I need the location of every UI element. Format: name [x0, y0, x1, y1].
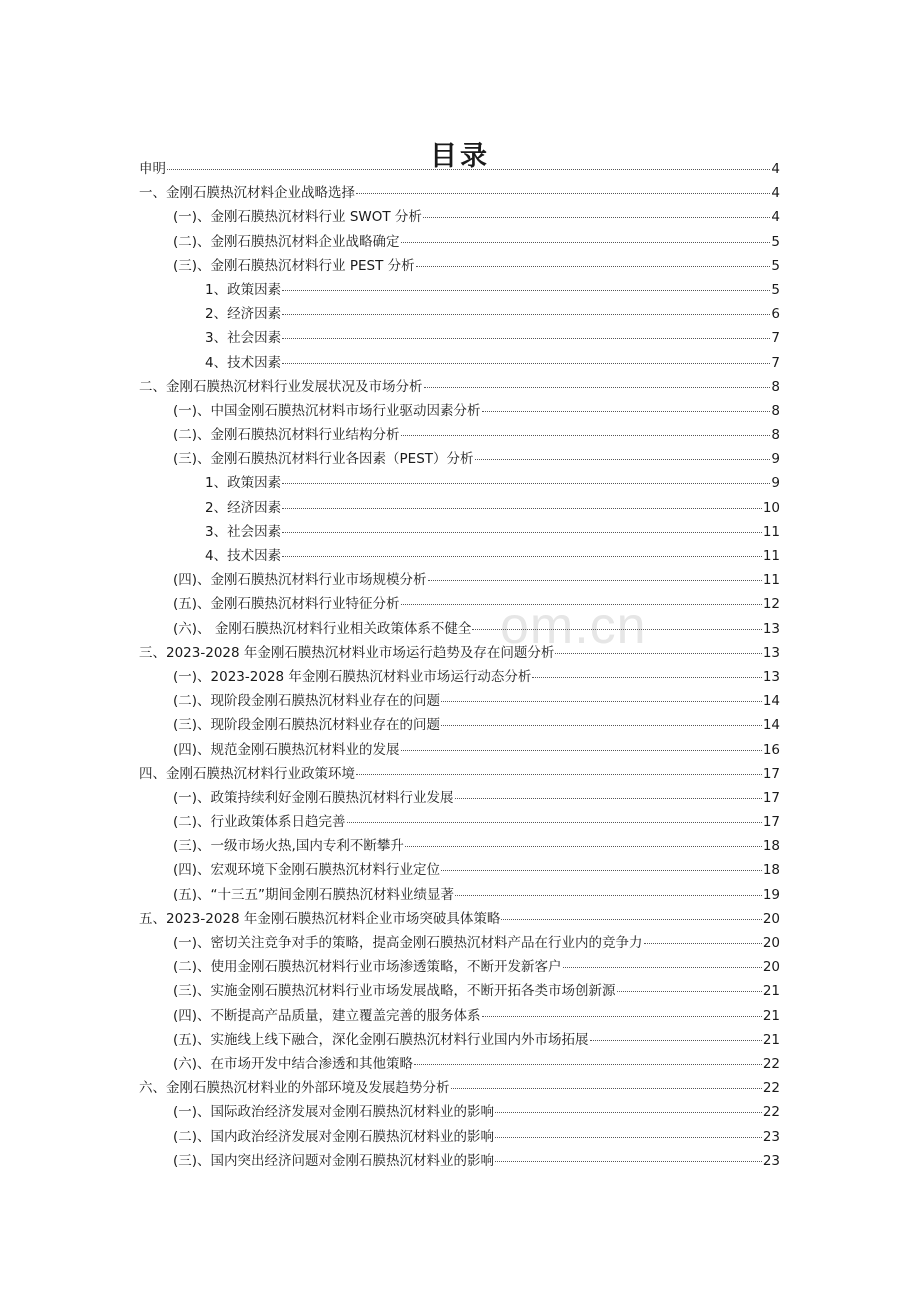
toc-entry[interactable] — [139, 302, 780, 326]
toc-entry[interactable] — [139, 496, 780, 520]
toc-entry-title: (三)、现阶段金刚石膜热沉材料业存在的问题 — [173, 717, 441, 734]
toc-page-number: 6 — [771, 306, 780, 323]
toc-entry[interactable] — [139, 157, 780, 181]
toc-dot-leader — [282, 314, 770, 315]
watermark-text: om.cn — [500, 597, 647, 655]
toc-entry[interactable] — [139, 786, 780, 810]
toc-dot-leader — [617, 991, 762, 992]
toc-page-number: 4 — [771, 209, 780, 226]
toc-entry-title: (二)、现阶段金刚石膜热沉材料业存在的问题 — [173, 693, 441, 710]
toc-dot-leader — [455, 895, 762, 896]
toc-page-number: 5 — [771, 281, 780, 298]
toc-dot-leader — [475, 459, 771, 460]
toc-entry-title: 3、社会因素 — [205, 523, 282, 540]
toc-dot-leader — [356, 193, 770, 194]
toc-dot-leader — [347, 822, 762, 823]
toc-entry[interactable] — [139, 738, 780, 762]
toc-entry-title: (一)、政策持续利好金刚石膜热沉材料行业发展 — [173, 789, 454, 806]
toc-entry[interactable] — [139, 278, 780, 302]
toc-entry-title: (三)、实施金刚石膜热沉材料行业市场发展战略，不断开拓各类市场创新源 — [173, 983, 616, 1000]
toc-entry-title: 二、金刚石膜热沉材料行业发展状况及市场分析 — [139, 378, 423, 395]
toc-dot-leader — [401, 242, 771, 243]
toc-page-number: 18 — [762, 838, 780, 855]
toc-dot-leader — [405, 846, 762, 847]
toc-entry-title: (一)、金刚石膜热沉材料行业 SWOT 分析 — [173, 209, 422, 226]
toc-entry-title: (二)、金刚石膜热沉材料行业结构分析 — [173, 427, 400, 444]
toc-entry[interactable] — [139, 399, 780, 423]
toc-entry[interactable] — [139, 568, 780, 592]
toc-page-number: 7 — [771, 354, 780, 371]
toc-entry[interactable] — [139, 447, 780, 471]
toc-page-number: 13 — [762, 620, 780, 637]
toc-entry[interactable] — [139, 544, 780, 568]
toc-page-number: 18 — [762, 862, 780, 879]
toc-page-number: 13 — [762, 644, 780, 661]
page-title: 目录 — [430, 141, 490, 173]
toc-entry-title: (三)、金刚石膜热沉材料行业各因素（PEST）分析 — [173, 451, 474, 468]
toc-dot-leader — [424, 387, 771, 388]
toc-page-number: 5 — [771, 257, 780, 274]
toc-entry-title: 3、社会因素 — [205, 330, 282, 347]
toc-page-number: 5 — [771, 233, 780, 250]
toc-entry-title: (四)、金刚石膜热沉材料行业市场规模分析 — [173, 572, 427, 589]
toc-entry[interactable] — [139, 713, 780, 737]
toc-entry-title: 三、2023-2028 年金刚石膜热沉材料业市场运行趋势及存在问题分析 — [139, 644, 555, 661]
toc-dot-leader — [282, 338, 770, 339]
toc-entry-title: (四)、宏观环境下金刚石膜热沉材料行业定位 — [173, 862, 441, 879]
toc-entry[interactable] — [139, 592, 780, 616]
toc-dot-leader — [356, 774, 762, 775]
toc-entry-title: (一)、中国金刚石膜热沉材料市场行业驱动因素分析 — [173, 402, 481, 419]
toc-entry-title: 一、金刚石膜热沉材料企业战略选择 — [139, 185, 355, 202]
toc-page-number: 8 — [771, 378, 780, 395]
toc-entry[interactable] — [139, 254, 780, 278]
toc-entry[interactable] — [139, 181, 780, 205]
toc-page-number: 14 — [762, 693, 780, 710]
toc-dot-leader — [401, 435, 771, 436]
toc-entry[interactable] — [139, 665, 780, 689]
toc-page-number: 10 — [762, 499, 780, 516]
toc-entry[interactable] — [139, 1052, 780, 1076]
toc-dot-leader — [451, 1088, 762, 1089]
toc-entry-title: (一)、2023-2028 年金刚石膜热沉材料业市场运行动态分析 — [173, 668, 532, 685]
toc-page-number: 4 — [771, 185, 780, 202]
toc-page-number: 17 — [762, 789, 780, 806]
toc-entry-title: (二)、金刚石膜热沉材料企业战略确定 — [173, 233, 400, 250]
toc-page-number: 20 — [762, 935, 780, 951]
toc-entry[interactable] — [139, 641, 780, 665]
toc-page-number: 20 — [762, 910, 780, 927]
toc-entry-title: 4、技术因素 — [205, 548, 282, 564]
toc-entry[interactable] — [139, 1125, 780, 1149]
toc-dot-leader — [495, 1161, 762, 1162]
toc-page-number: 8 — [771, 427, 780, 444]
toc-entry-title: 4、技术因素 — [205, 354, 282, 371]
toc-entry[interactable] — [139, 520, 780, 544]
toc-dot-leader — [441, 725, 762, 726]
toc-dot-leader — [441, 870, 762, 871]
toc-entry-title: 1、政策因素 — [205, 475, 282, 492]
toc-dot-leader — [428, 580, 762, 581]
toc-entry[interactable] — [139, 617, 780, 641]
toc-page-number: 7 — [771, 330, 780, 347]
toc-entry[interactable] — [139, 955, 780, 979]
toc-page-number: 11 — [762, 523, 780, 540]
toc-page-number: 4 — [771, 161, 780, 177]
toc-entry[interactable] — [139, 689, 780, 713]
toc-page-number: 11 — [762, 572, 780, 589]
toc-entry-title: 六、金刚石膜热沉材料业的外部环境及发展趋势分析 — [139, 1080, 450, 1097]
toc-entry-title: (三)、一级市场火热,国内专利不断攀升 — [173, 838, 404, 855]
toc-entry[interactable] — [139, 810, 780, 834]
toc-page-number: 17 — [762, 765, 780, 782]
toc-dot-leader — [282, 290, 770, 291]
toc-page-number: 11 — [762, 548, 780, 564]
toc-dot-leader — [441, 701, 762, 702]
toc-dot-leader — [472, 629, 761, 630]
toc-entry[interactable] — [139, 979, 780, 1003]
toc-dot-leader — [282, 532, 762, 533]
toc-entry[interactable] — [139, 230, 780, 254]
toc-entry-title: 申明 — [139, 161, 166, 177]
toc-entry-title: 1、政策因素 — [205, 281, 282, 298]
toc-dot-leader — [455, 798, 762, 799]
toc-dot-leader — [495, 1137, 762, 1138]
toc-dot-leader — [532, 677, 761, 678]
toc-page-number: 21 — [762, 1007, 780, 1024]
toc-entry-title: 2、经济因素 — [205, 499, 282, 516]
toc-dot-leader — [401, 604, 762, 605]
toc-page-number: 23 — [762, 1152, 780, 1169]
toc-entry-title: (五)、“十三五”期间金刚石膜热沉材料业绩显著 — [173, 886, 455, 903]
toc-entry[interactable] — [139, 471, 780, 495]
toc-entry-title: (一)、密切关注竞争对手的策略，提高金刚石膜热沉材料产品在行业内的竞争力 — [173, 935, 643, 951]
toc-entry-title: (一)、国际政治经济发展对金刚石膜热沉材料业的影响 — [173, 1104, 495, 1121]
toc-page-number: 13 — [762, 668, 780, 685]
toc-page-number: 17 — [762, 814, 780, 831]
toc-page-number: 22 — [762, 1080, 780, 1097]
toc-dot-leader — [555, 653, 761, 654]
toc-page-number: 8 — [771, 402, 780, 419]
toc-page-number: 22 — [762, 1104, 780, 1121]
toc-entry[interactable] — [139, 907, 780, 931]
toc-entry[interactable] — [139, 931, 780, 955]
toc-dot-leader — [482, 1016, 762, 1017]
toc-dot-leader — [482, 411, 771, 412]
toc-page-number: 12 — [762, 596, 780, 613]
toc-dot-leader — [501, 919, 761, 920]
toc-entry[interactable] — [139, 1004, 780, 1028]
toc-entry-title: (四)、不断提高产品质量，建立覆盖完善的服务体系 — [173, 1007, 481, 1024]
table-of-contents — [139, 157, 780, 1173]
toc-page-number: 20 — [762, 959, 780, 976]
toc-page-number: 16 — [762, 741, 780, 758]
toc-entry[interactable] — [139, 858, 780, 882]
toc-page-number: 21 — [762, 983, 780, 1000]
toc-dot-leader — [644, 943, 762, 944]
toc-entry-title: 四、金刚石膜热沉材料行业政策环境 — [139, 765, 355, 782]
toc-entry[interactable] — [139, 375, 780, 399]
toc-entry-title: (二)、使用金刚石膜热沉材料行业市场渗透策略，不断开发新客户 — [173, 959, 562, 976]
toc-page-number: 19 — [762, 886, 780, 903]
toc-page-number: 21 — [762, 1031, 780, 1048]
toc-page-number: 14 — [762, 717, 780, 734]
toc-entry-title: (五)、实施线上线下融合，深化金刚石膜热沉材料行业国内外市场拓展 — [173, 1031, 589, 1048]
toc-dot-leader — [282, 363, 770, 364]
toc-dot-leader — [401, 750, 762, 751]
toc-entry-title: (三)、国内突出经济问题对金刚石膜热沉材料业的影响 — [173, 1152, 495, 1169]
toc-dot-leader — [495, 1112, 762, 1113]
toc-entry-title: (二)、行业政策体系日趋完善 — [173, 814, 346, 831]
toc-dot-leader — [416, 266, 771, 267]
toc-dot-leader — [282, 483, 770, 484]
toc-entry[interactable] — [139, 205, 780, 229]
toc-entry[interactable] — [139, 834, 780, 858]
toc-entry-title: (三)、金刚石膜热沉材料行业 PEST 分析 — [173, 257, 415, 274]
toc-dot-leader — [282, 508, 762, 509]
toc-entry-title: (五)、金刚石膜热沉材料行业特征分析 — [173, 596, 400, 613]
toc-entry[interactable] — [139, 326, 780, 350]
toc-entry-title: (六)、 金刚石膜热沉材料行业相关政策体系不健全 — [173, 620, 472, 637]
toc-entry-title: 五、2023-2028 年金刚石膜热沉材料企业市场突破具体策略 — [139, 910, 501, 927]
toc-dot-leader — [590, 1040, 762, 1041]
toc-entry-title: (四)、规范金刚石膜热沉材料业的发展 — [173, 741, 400, 758]
toc-entry[interactable] — [139, 1149, 780, 1173]
toc-entry[interactable] — [139, 351, 780, 375]
toc-entry-title: (二)、国内政治经济发展对金刚石膜热沉材料业的影响 — [173, 1128, 495, 1145]
toc-entry[interactable] — [139, 1028, 780, 1052]
toc-dot-leader — [414, 1064, 762, 1065]
toc-entry[interactable] — [139, 762, 780, 786]
toc-entry[interactable] — [139, 1076, 780, 1100]
toc-page-number: 9 — [771, 451, 780, 468]
toc-entry[interactable] — [139, 423, 780, 447]
toc-entry-title: (六)、在市场开发中结合渗透和其他策略 — [173, 1055, 414, 1072]
toc-dot-leader — [167, 169, 770, 170]
toc-dot-leader — [423, 217, 771, 218]
toc-page-number: 23 — [762, 1128, 780, 1145]
toc-page-number: 9 — [771, 475, 780, 492]
toc-entry[interactable] — [139, 883, 780, 907]
toc-page-number: 22 — [762, 1055, 780, 1072]
toc-entry[interactable] — [139, 1100, 780, 1124]
toc-dot-leader — [563, 967, 762, 968]
toc-dot-leader — [282, 556, 762, 557]
toc-entry-title: 2、经济因素 — [205, 306, 282, 323]
